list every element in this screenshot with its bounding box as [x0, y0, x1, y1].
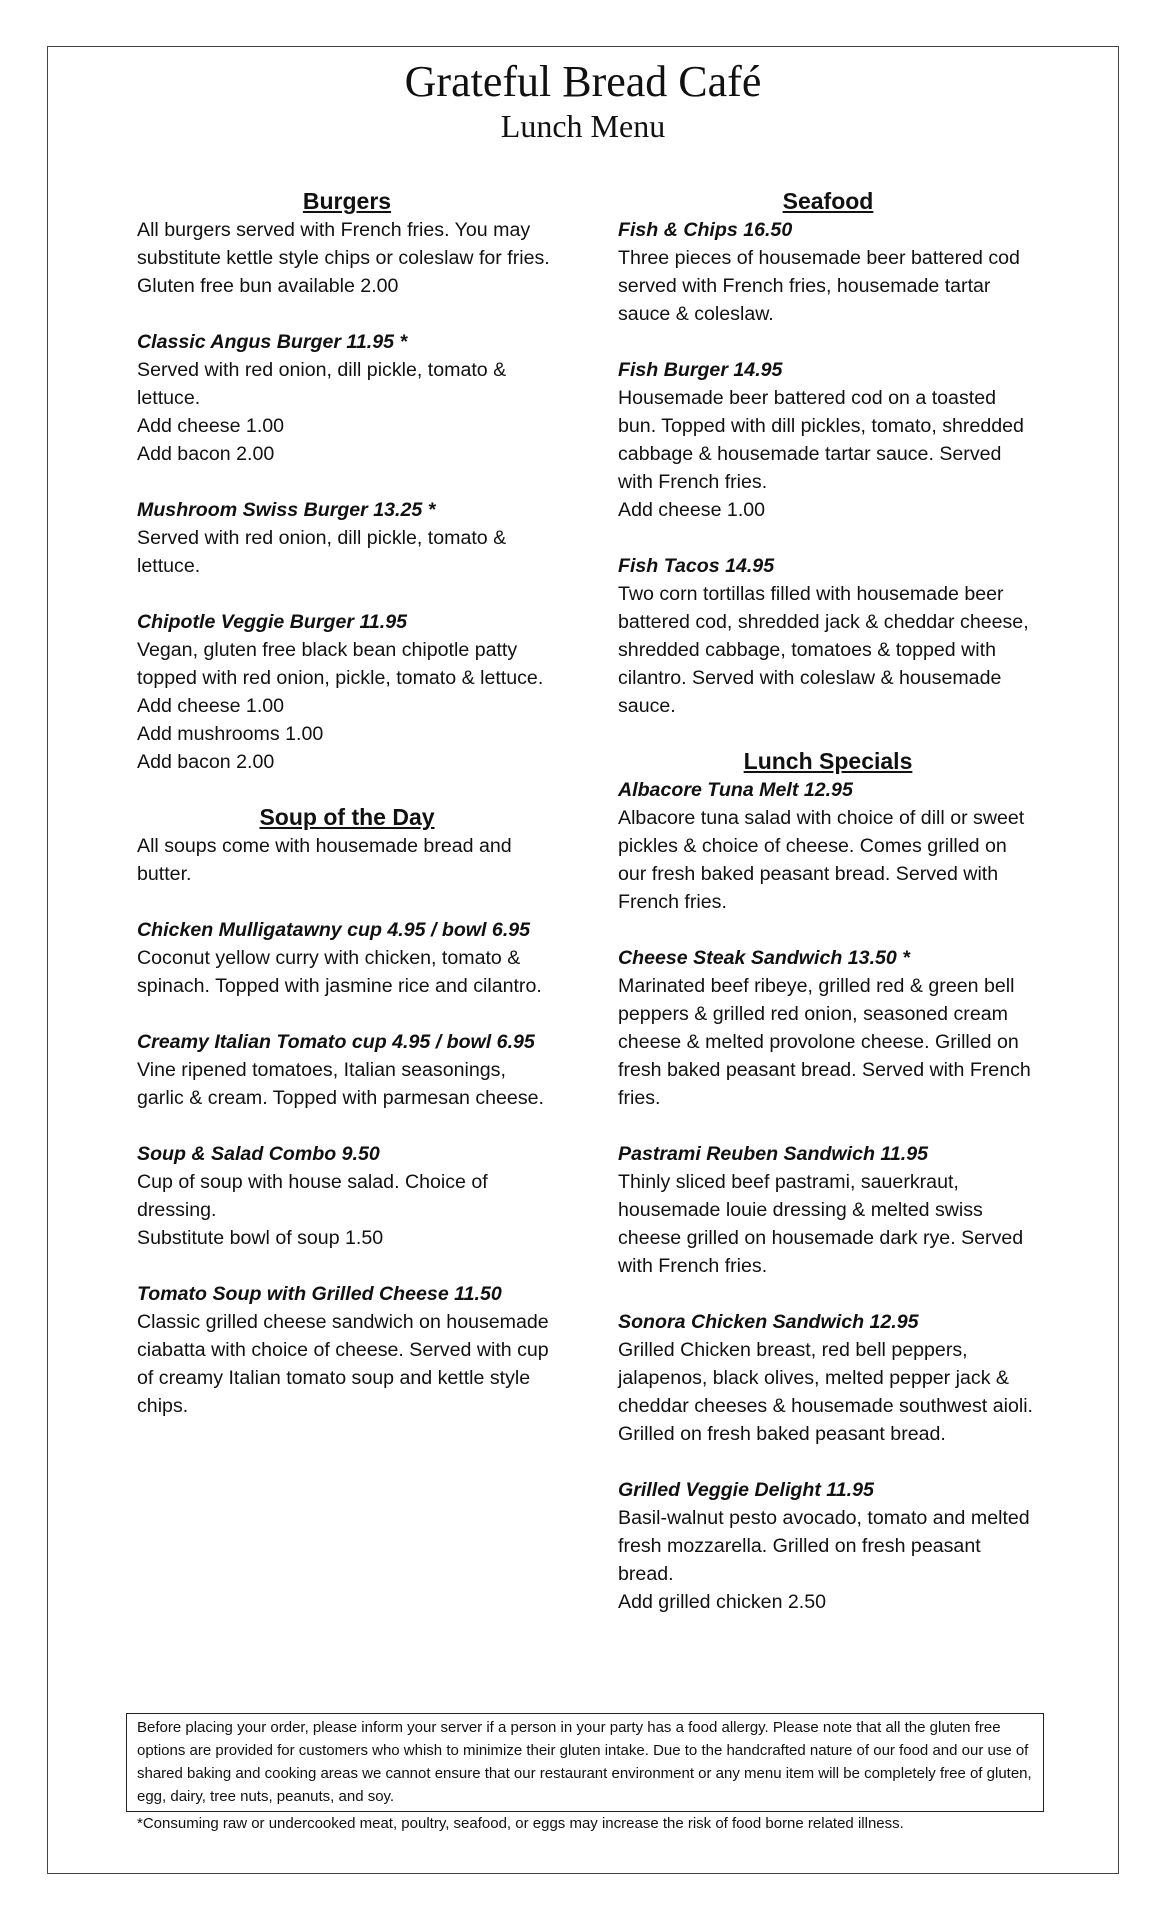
- section-heading-specials: Lunch Specials: [743, 748, 913, 774]
- menu-item-name: Creamy Italian Tomato cup 4.95 / bowl 6.95: [137, 1031, 535, 1053]
- menu-item: [618, 1476, 1038, 1616]
- menu-item: [618, 1140, 1038, 1280]
- menu-item-addon: Add cheese 1.00: [137, 695, 285, 717]
- menu-item: [137, 608, 557, 776]
- menu-subtitle: Lunch Menu: [500, 108, 666, 144]
- menu-item-description: Marinated beef ribeye, grilled red & green bell peppers & grilled red onion, seasoned cream cheese & melted provolone cheese. Grilled on fresh baked peasant bread. Served with French fries.: [618, 975, 1031, 1109]
- specials-section: [618, 746, 1038, 1616]
- menu-item-name: Sonora Chicken Sandwich 12.95: [618, 1311, 919, 1333]
- menu-item-name: Pastrami Reuben Sandwich 11.95: [618, 1143, 928, 1165]
- burgers-intro: All burgers served with French fries. You may substitute kettle style chips or coleslaw for fries. Gluten free bun available 2.00: [137, 219, 550, 297]
- menu-item-addon: Add grilled chicken 2.50: [618, 1591, 827, 1613]
- soup-intro: All soups come with housemade bread and butter.: [137, 835, 512, 885]
- allergy-disclaimer: Before placing your order, please inform your server if a person in your party has a food allergy. Please note that all the gluten free options are provided for customers who whish to minimize their gluten intake. Due to the handcrafted nature of our food and our use of shared baking and cooking areas we cannot ensure that our restaurant environment or any menu item will be completely free of gluten, egg, dairy, tree nuts, peanuts, and soy.: [126, 1713, 1044, 1812]
- menu-item-description: Two corn tortillas filled with housemade beer battered cod, shredded jack & cheddar cheese, shredded cabbage, tomatoes & topped with cilantro. Served with coleslaw & housemade sauce.: [618, 583, 1029, 717]
- menu-item: [618, 356, 1038, 524]
- menu-item-addon: Add cheese 1.00: [618, 499, 766, 521]
- menu-item-description: Vegan, gluten free black bean chipotle patty topped with red onion, pickle, tomato & lettuce.: [137, 639, 544, 689]
- menu-item-description: Served with red onion, dill pickle, tomato & lettuce.: [137, 527, 507, 577]
- menu-item-addon: Add bacon 2.00: [137, 443, 275, 465]
- menu-item: [137, 496, 557, 580]
- menu-item-addon: Add mushrooms 1.00: [137, 723, 324, 745]
- menu-item-name: Chicken Mulligatawny cup 4.95 / bowl 6.95: [137, 919, 531, 941]
- menu-item: [618, 776, 1038, 916]
- menu-item: [137, 328, 557, 468]
- menu-item: [137, 1280, 557, 1420]
- menu-item-addon: Add bacon 2.00: [137, 751, 275, 773]
- menu-item-name: Soup & Salad Combo 9.50: [137, 1143, 380, 1165]
- menu-item-name: Grilled Veggie Delight 11.95: [618, 1479, 874, 1501]
- left-column: [137, 186, 557, 1446]
- menu-item: [137, 1140, 557, 1252]
- soup-items: [137, 916, 557, 1420]
- menu-item-description: Housemade beer battered cod on a toasted bun. Topped with dill pickles, tomato, shredded cabbage & housemade tartar sauce. Served with French fries.: [618, 387, 1024, 493]
- menu-item-description: Classic grilled cheese sandwich on housemade ciabatta with choice of cheese. Served with cup of creamy Italian tomato soup and kettle style chips.: [137, 1311, 549, 1417]
- menu-item: [137, 916, 557, 1000]
- soup-section: [137, 802, 557, 1420]
- menu-item-description: Coconut yellow curry with chicken, tomato & spinach. Topped with jasmine rice and cilantro.: [137, 947, 542, 997]
- menu-item-description: Three pieces of housemade beer battered cod served with French fries, housemade tartar sauce & coleslaw.: [618, 247, 1020, 325]
- menu-item-name: Cheese Steak Sandwich 13.50 *: [618, 947, 910, 969]
- menu-item-description: Thinly sliced beef pastrami, sauerkraut, housemade louie dressing & melted swiss cheese grilled on housemade dark rye. Served with French fries.: [618, 1171, 1024, 1277]
- menu-item-name: Fish Tacos 14.95: [618, 555, 775, 577]
- menu-item-name: Mushroom Swiss Burger 13.25 *: [137, 499, 436, 521]
- section-heading-soup: Soup of the Day: [259, 804, 435, 830]
- menu-item-description: Albacore tuna salad with choice of dill or sweet pickles & choice of cheese. Comes grilled on our fresh baked peasant bread. Served with French fries.: [618, 807, 1025, 913]
- menu-item-name: Classic Angus Burger 11.95 *: [137, 331, 408, 353]
- seafood-section: [618, 186, 1038, 720]
- menu-item-description: Basil-walnut pesto avocado, tomato and melted fresh mozzarella. Grilled on fresh peasant bread.: [618, 1507, 1030, 1585]
- raw-food-footnote: *Consuming raw or undercooked meat, poultry, seafood, or eggs may increase the risk of food borne related illness.: [137, 1815, 904, 1832]
- specials-items: [618, 776, 1038, 1616]
- menu-item-addon: Add cheese 1.00: [137, 415, 285, 437]
- menu-item: [618, 552, 1038, 720]
- burgers-section: [137, 186, 557, 776]
- section-heading-seafood: Seafood: [782, 188, 874, 214]
- menu-item: [618, 1308, 1038, 1448]
- cafe-title: Grateful Bread Café: [404, 57, 762, 106]
- menu-item-description: Grilled Chicken breast, red bell peppers, jalapenos, black olives, melted pepper jack & cheddar cheeses & housemade southwest aioli. Grilled on fresh baked peasant bread.: [618, 1339, 1033, 1445]
- seafood-items: [618, 216, 1038, 720]
- burgers-items: [137, 328, 557, 776]
- menu-item: [618, 216, 1038, 328]
- menu-item-name: Albacore Tuna Melt 12.95: [618, 779, 853, 801]
- menu-item-description: Vine ripened tomatoes, Italian seasonings, garlic & cream. Topped with parmesan cheese.: [137, 1059, 544, 1109]
- menu-item-description: Served with red onion, dill pickle, tomato & lettuce.: [137, 359, 507, 409]
- section-heading-burgers: Burgers: [302, 188, 392, 214]
- menu-item-description: Cup of soup with house salad. Choice of dressing.: [137, 1171, 488, 1221]
- menu-item: [137, 1028, 557, 1112]
- menu-item-name: Chipotle Veggie Burger 11.95: [137, 611, 408, 633]
- menu-item: [618, 944, 1038, 1112]
- right-column: [618, 186, 1038, 1642]
- menu-item-addon: Substitute bowl of soup 1.50: [137, 1227, 384, 1249]
- menu-item-name: Fish Burger 14.95: [618, 359, 783, 381]
- menu-item-name: Tomato Soup with Grilled Cheese 11.50: [137, 1283, 502, 1305]
- menu-item-name: Fish & Chips 16.50: [618, 219, 793, 241]
